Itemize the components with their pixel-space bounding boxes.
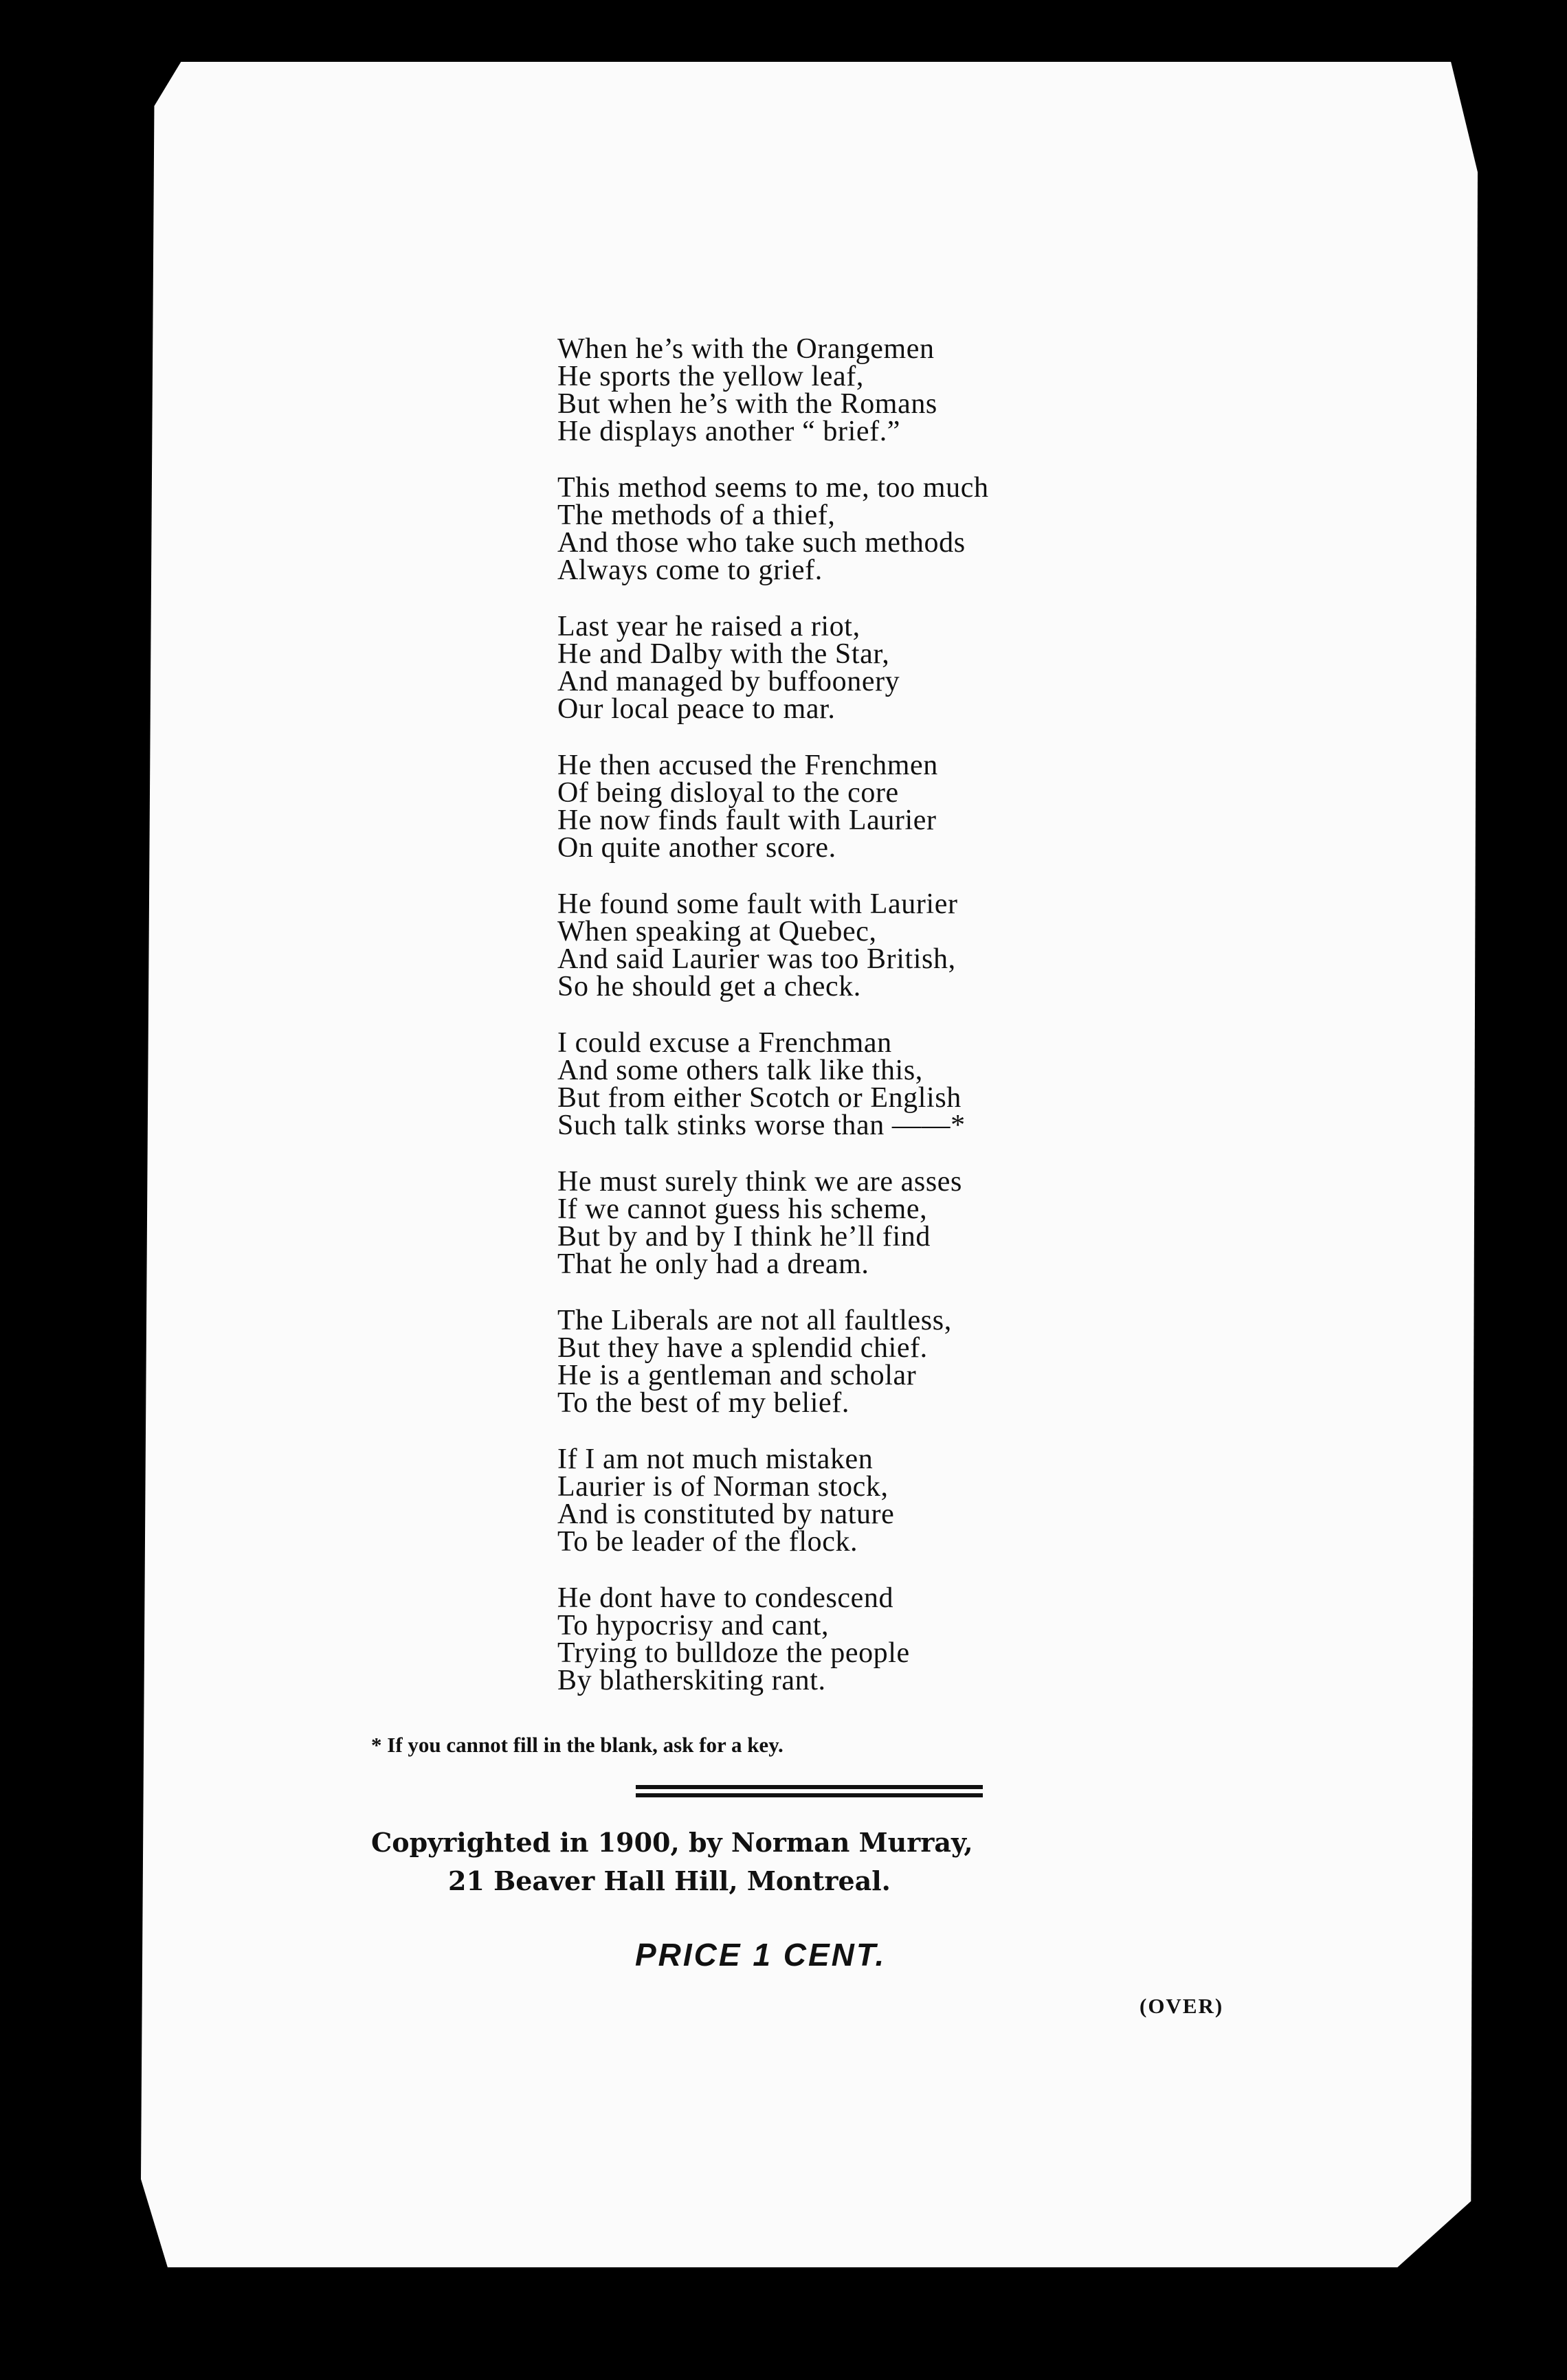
poem-line: If I am not much mistaken xyxy=(557,1444,874,1475)
stanza-2 xyxy=(557,474,1451,584)
stanza-8 xyxy=(557,1307,1451,1417)
copyright-line: Copyrighted in 1900, by Norman Murray, xyxy=(371,1827,973,1858)
poem-line: Such talk stinks worse than ——* xyxy=(557,1110,966,1141)
poem-line: To hypocrisy and cant, xyxy=(557,1610,830,1641)
rule-line xyxy=(636,1793,983,1797)
poem-line: If we cannot guess his scheme, xyxy=(557,1193,928,1225)
poem-line: This method seems to me, too much xyxy=(557,472,989,504)
poem-line: But by and by I think he’ll find xyxy=(557,1221,931,1253)
poem-line: When speaking at Quebec, xyxy=(557,916,877,947)
poem-line: And those who take such methods xyxy=(557,527,966,559)
poem-line: The Liberals are not all faultless, xyxy=(557,1305,952,1336)
poem-line: He then accused the Frenchmen xyxy=(557,750,938,781)
poem-line: He must surely think we are asses xyxy=(557,1166,962,1198)
poem-line: Trying to bulldoze the people xyxy=(557,1637,910,1669)
stanza-9 xyxy=(557,1446,1451,1556)
poem xyxy=(557,335,1451,1723)
stanza-6 xyxy=(557,1029,1451,1139)
poem-line: To the best of my belief. xyxy=(557,1387,849,1419)
poem-line: And some others talk like this, xyxy=(557,1055,923,1086)
poem-line: He dont have to condescend xyxy=(557,1582,894,1614)
poem-line: He is a gentleman and scholar xyxy=(557,1360,917,1391)
stanza-3 xyxy=(557,613,1451,723)
stanza-10 xyxy=(557,1584,1451,1694)
poem-line: Always come to grief. xyxy=(557,554,823,586)
stanza-4 xyxy=(557,752,1451,862)
stanza-5 xyxy=(557,890,1451,1000)
poem-line: On quite another score. xyxy=(557,832,836,864)
poem-line: By blatherskiting rant. xyxy=(557,1665,826,1696)
poem-line: And said Laurier was too British, xyxy=(557,943,956,975)
stanza-7 xyxy=(557,1168,1451,1278)
poem-line: And managed by buffoonery xyxy=(557,666,900,697)
poem-line: He now finds fault with Laurier xyxy=(557,805,937,836)
poem-line: But they have a splendid chief. xyxy=(557,1332,928,1364)
poem-line: Our local peace to mar. xyxy=(557,693,836,725)
poem-line: Laurier is of Norman stock, xyxy=(557,1471,889,1503)
poem-line: He displays another “ brief.” xyxy=(557,416,901,447)
footnote: * If you cannot fill in the blank, ask for a key. xyxy=(371,1733,784,1757)
poem-line: So he should get a check. xyxy=(557,971,861,1002)
poem-line: He and Dalby with the Star, xyxy=(557,638,890,670)
double-rule-divider xyxy=(636,1785,983,1801)
poem-line: He sports the yellow leaf, xyxy=(557,361,864,392)
poem-line: That he only had a dream. xyxy=(557,1248,869,1280)
copyright-notice xyxy=(371,1823,973,1900)
poem-line: And is constituted by nature xyxy=(557,1498,895,1530)
poem-line: But from either Scotch or English xyxy=(557,1082,962,1114)
poem-line: Of being disloyal to the core xyxy=(557,777,899,809)
poem-line: I could excuse a Frenchman xyxy=(557,1027,892,1059)
over-label: (OVER) xyxy=(1140,1994,1224,2018)
poem-line: When he’s with the Orangemen xyxy=(557,333,935,365)
poem-line: But when he’s with the Romans xyxy=(557,388,937,420)
stanza-1 xyxy=(557,335,1451,445)
poem-line: The methods of a thief, xyxy=(557,499,836,531)
price-label: PRICE 1 CENT. xyxy=(635,1937,887,1973)
poem-line: Last year he raised a riot, xyxy=(557,611,860,642)
poem-line: To be leader of the flock. xyxy=(557,1526,858,1558)
copyright-address: 21 Beaver Hall Hill, Montreal. xyxy=(448,1865,891,1896)
poem-line: He found some fault with Laurier xyxy=(557,888,958,920)
rule-line xyxy=(636,1785,983,1789)
